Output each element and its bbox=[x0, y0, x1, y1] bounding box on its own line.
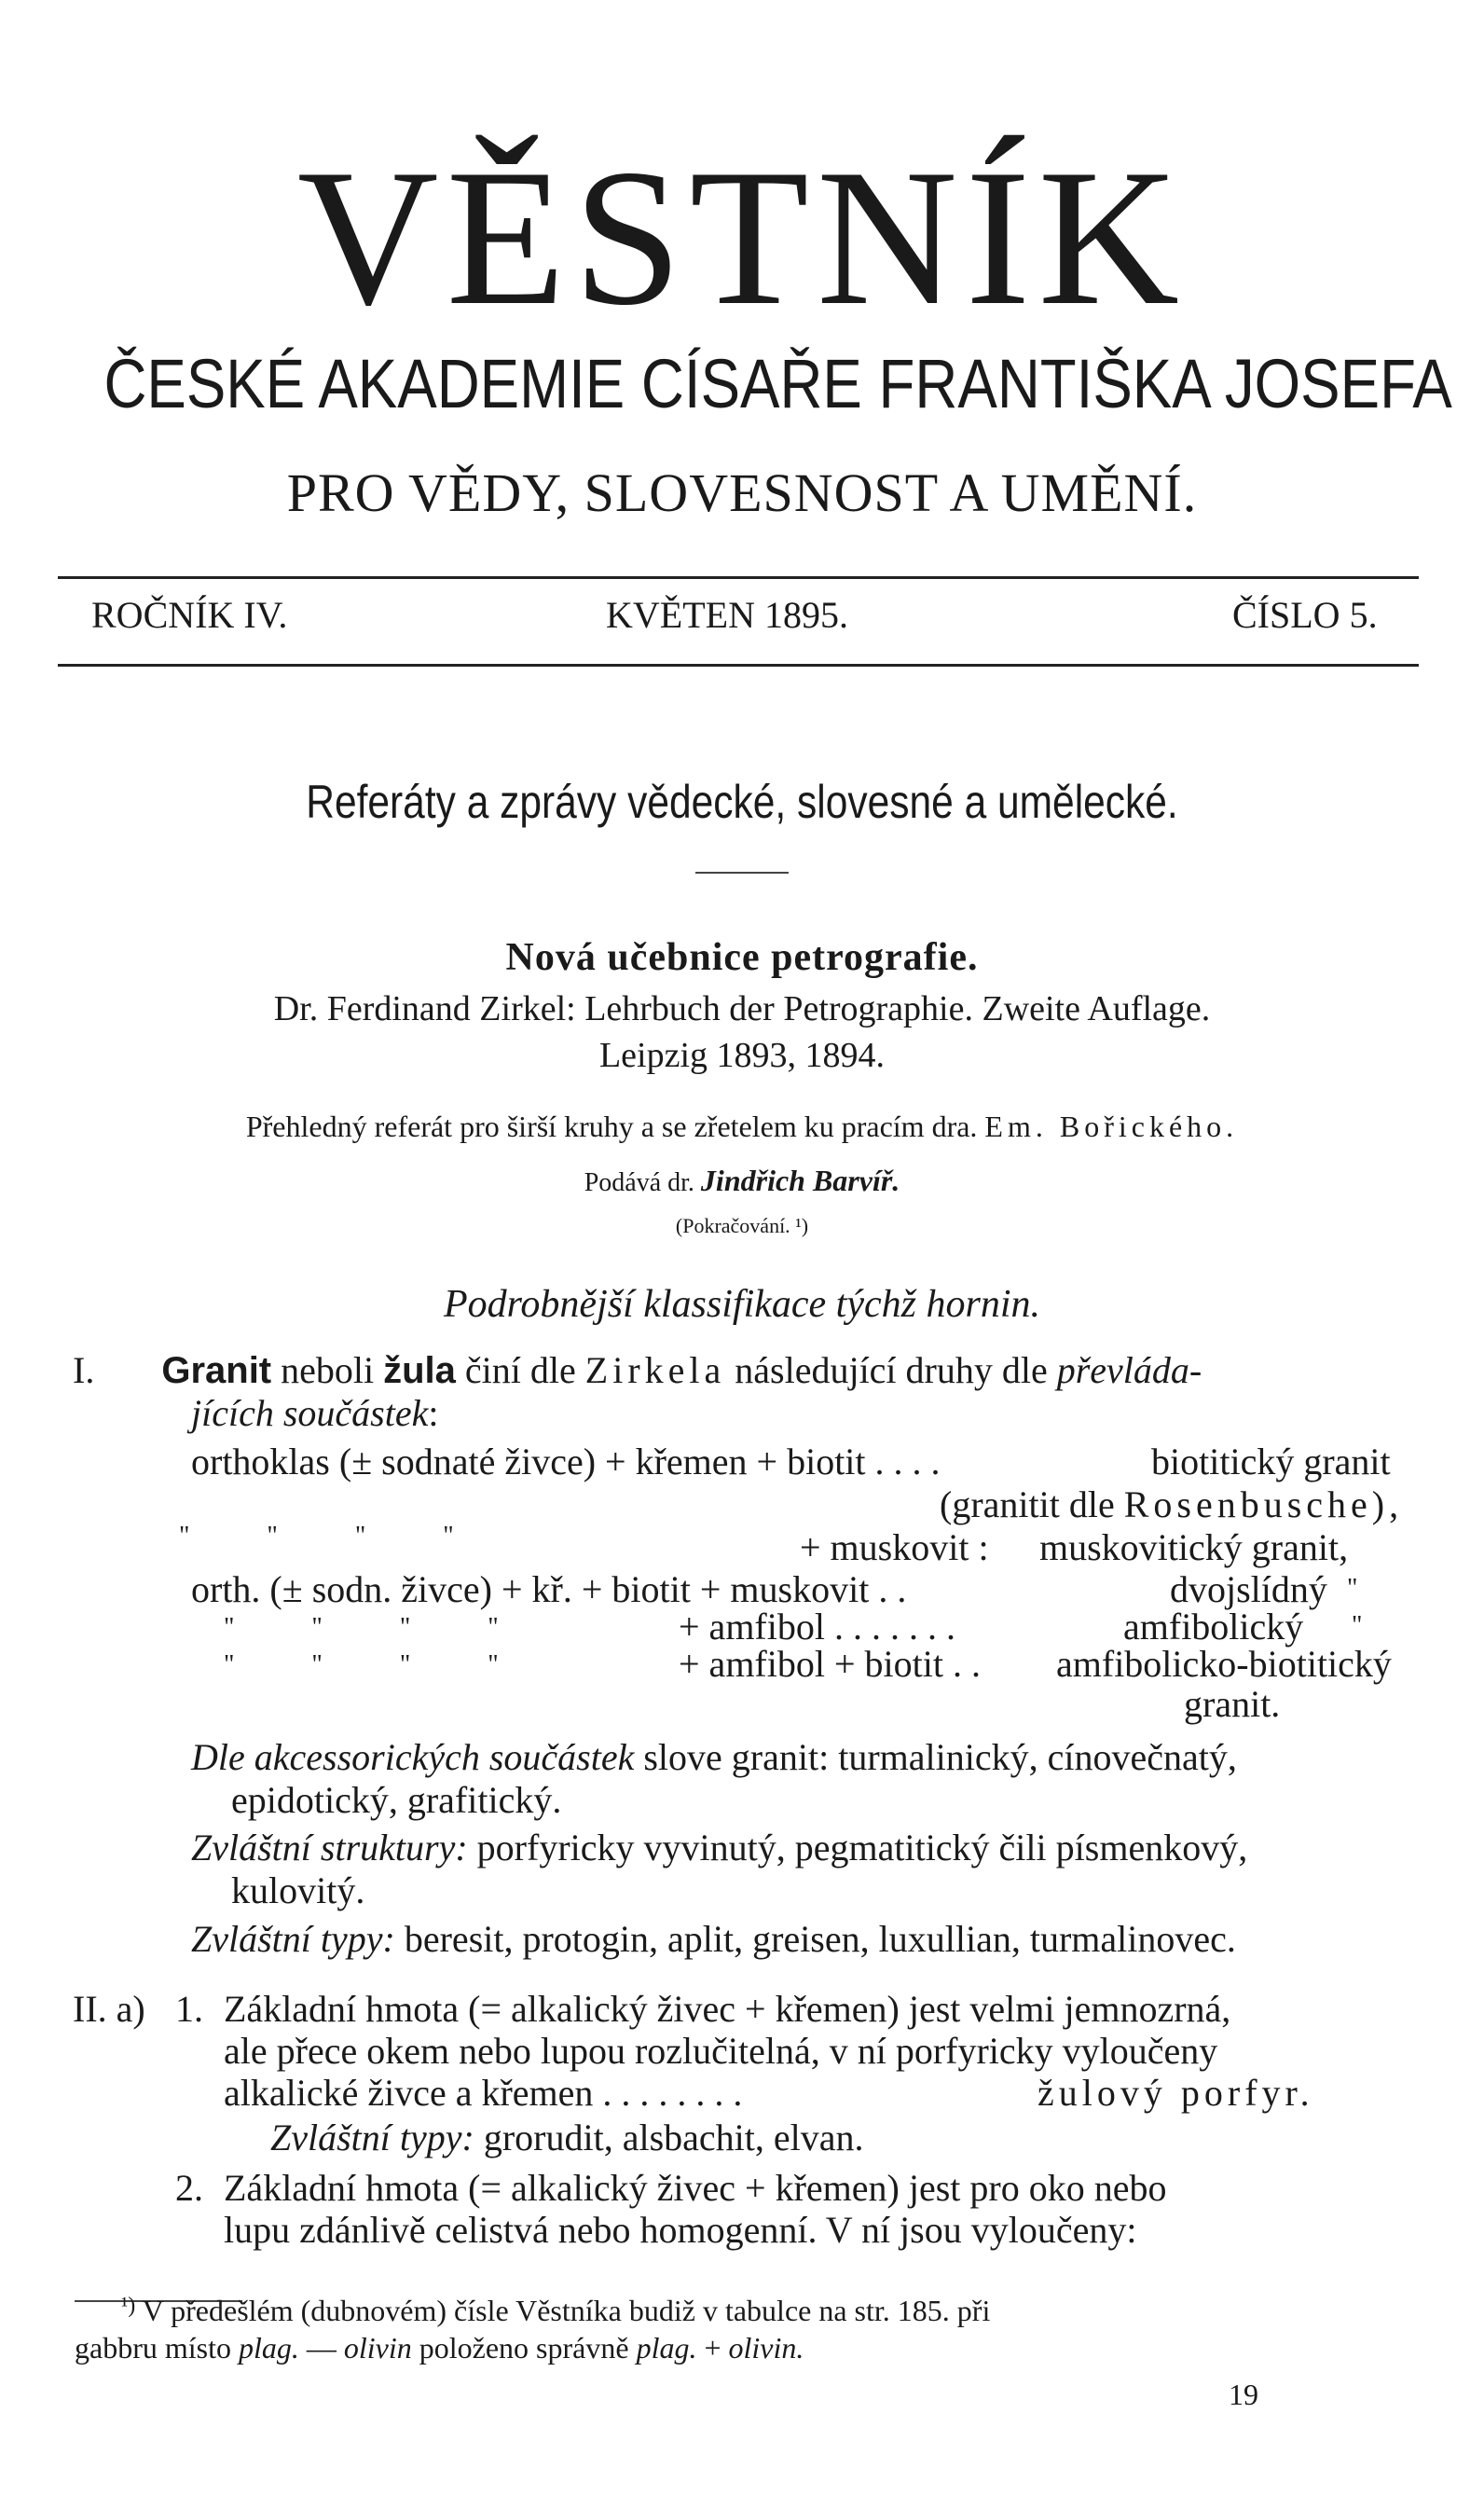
accessory-label: Dle akcessorických součástek bbox=[191, 1736, 635, 1778]
types-line bbox=[191, 1918, 1236, 1960]
porphyry-line-3: alkalické živce a křemen . . . . . . . . bbox=[224, 2072, 743, 2114]
page-number: 19 bbox=[1229, 2378, 1258, 2411]
section-label: II. a) bbox=[73, 1988, 145, 2030]
granite-line2 bbox=[191, 1392, 439, 1434]
ditto-marks: " " " " bbox=[224, 1613, 534, 1642]
item-number: 1. bbox=[175, 1988, 203, 2030]
granitit-text: (granitit dle bbox=[940, 1483, 1115, 1525]
footnote-line-1 bbox=[121, 2294, 990, 2328]
academy-name: ČESKÉ AKADEMIE CÍSAŘE FRANTIŠKA JOSEFA bbox=[103, 345, 1452, 422]
issue-date: KVĚTEN 1895. bbox=[606, 594, 848, 636]
granite-text: následující druhy dle bbox=[735, 1349, 1048, 1391]
granite-text: činí dle bbox=[464, 1349, 576, 1391]
ditto-mark: " bbox=[1347, 1574, 1358, 1603]
section-title: Referáty a zprávy vědecké, slovesné a umělecké. bbox=[306, 776, 1178, 828]
granite-row-4: orth. (± sodn. živce) + kř. + biotit + muskovit . . bbox=[191, 1568, 907, 1610]
classification-heading: Podrobnější klassifikace týchž hornin. bbox=[443, 1283, 1040, 1326]
granite-row-7: granit. bbox=[1184, 1683, 1281, 1725]
ditto-marks: " " " " bbox=[179, 1522, 489, 1551]
top-rule bbox=[58, 576, 1419, 579]
journal-title: VĚSTNÍK bbox=[296, 130, 1188, 346]
footnote-plus: + bbox=[704, 2331, 721, 2365]
accessory-text: slove granit: turmalinický, cínovečnatý, bbox=[643, 1736, 1237, 1778]
granite-type-muscovite: muskovitický granit, bbox=[1039, 1526, 1349, 1568]
granite-row-2 bbox=[940, 1483, 1404, 1525]
porphyry-types bbox=[270, 2119, 864, 2157]
granite-term: Granit bbox=[161, 1350, 272, 1391]
ditto-mark: " bbox=[1352, 1611, 1363, 1640]
granite-italic: převláda- bbox=[1056, 1349, 1202, 1391]
footnote-italic: plag. bbox=[636, 2331, 697, 2365]
footnote-mark: ¹) bbox=[121, 2294, 136, 2318]
footnote-italic: olivin bbox=[343, 2331, 412, 2365]
accessory-line-2: epidotický, grafitický. bbox=[231, 1779, 562, 1821]
granite-paragraph bbox=[73, 1349, 1202, 1391]
granite-type-biotitic: biotitický granit bbox=[1151, 1441, 1391, 1482]
zula-term: žula bbox=[383, 1350, 456, 1391]
bottom-rule bbox=[58, 664, 1419, 667]
section-divider bbox=[695, 872, 789, 874]
granite-row-1: orthoklas (± sodnaté živce) + křemen + biotit . . . . bbox=[191, 1441, 941, 1482]
granite-type-amphibole: amfibolický bbox=[1123, 1606, 1304, 1648]
footnote-text: gabbru místo bbox=[75, 2331, 231, 2365]
volume-label: ROČNÍK IV. bbox=[91, 594, 288, 636]
granite-type-amphibole-biotite: amfibolicko-biotitický bbox=[1056, 1643, 1392, 1685]
zirkel-name: Zirkela bbox=[584, 1349, 726, 1391]
porphyry-line-1: Základní hmota (= alkalický živec + křemen) jest velmi jemnozrná, bbox=[224, 1988, 1231, 2030]
summary-text: Přehledný referát pro širší kruhy a se zřetelem ku pracím dra. bbox=[245, 1110, 978, 1143]
types-label: Zvláštní typy: bbox=[191, 1918, 395, 1960]
porphyry-line-2: ale přece okem nebo lupou rozlučitelná, v ní porfyricky vyloučeny bbox=[224, 2030, 1218, 2072]
ditto-marks: " " " " bbox=[224, 1650, 534, 1679]
footnote-italic: plag. bbox=[238, 2331, 299, 2365]
footnote-dash: — bbox=[306, 2331, 337, 2365]
granite-type-two-mica: dvojslídný bbox=[1170, 1568, 1327, 1610]
porphyry-line-4: Základní hmota (= alkalický živec + křemen) jest pro oko nebo bbox=[224, 2167, 1167, 2209]
structure-line bbox=[191, 1829, 1247, 1867]
continued-text: (Pokračování. bbox=[675, 1214, 790, 1237]
journal-subtitle: PRO VĚDY, SLOVESNOST A UMĚNÍ. bbox=[286, 462, 1198, 523]
footnote-italic: olivin. bbox=[728, 2331, 804, 2365]
granite-row-3: + muskovit : bbox=[800, 1526, 989, 1568]
article-summary bbox=[0, 1110, 1484, 1144]
footnote-text: V předešlém (dubnovém) čísle Věstníka budiž v tabulce na str. 185. při bbox=[142, 2294, 991, 2327]
rosenbusch-name: Rosenbusche), bbox=[1123, 1483, 1404, 1525]
granite-colon: : bbox=[428, 1392, 439, 1434]
accessory-line bbox=[191, 1736, 1237, 1778]
structure-label: Zvláštní struktury: bbox=[191, 1827, 468, 1869]
types-label: Zvláštní typy: bbox=[270, 2117, 474, 2158]
continued-note bbox=[0, 1214, 1484, 1238]
footnote-text: položeno správně bbox=[419, 2331, 629, 2365]
porphyry-line-5: lupu zdánlivě celistvá nebo homogenní. V ní jsou vyloučeny: bbox=[224, 2209, 1137, 2251]
book-publication: Leipzig 1893, 1894. bbox=[598, 1036, 886, 1075]
structure-text: porfyricky vyvinutý, pegmatitický čili písmenkový, bbox=[476, 1827, 1248, 1869]
granite-num: I. bbox=[73, 1349, 95, 1391]
granite-text: neboli bbox=[281, 1349, 375, 1391]
granite-porphyry-term: žulový porfyr. bbox=[1037, 2072, 1314, 2114]
granite-row-5: + amfibol . . . . . . . bbox=[679, 1606, 955, 1648]
granite-row-6: + amfibol + biotit . . bbox=[679, 1643, 981, 1685]
footnote-line-2 bbox=[75, 2331, 804, 2365]
types-text: beresit, protogin, aplit, greisen, luxullian, turmalinovec. bbox=[404, 1918, 1236, 1960]
item-number: 2. bbox=[175, 2167, 203, 2209]
byline-prefix: Podává dr. bbox=[584, 1168, 694, 1197]
article-title: Nová učebnice petrografie. bbox=[505, 936, 979, 979]
types-text: grorudit, alsbachit, elvan. bbox=[483, 2117, 864, 2158]
issue-number: ČÍSLO 5. bbox=[1232, 594, 1378, 636]
article-byline bbox=[0, 1164, 1484, 1198]
granite-italic: jících součástek bbox=[191, 1392, 429, 1434]
author-name: Jindřich Barvíř. bbox=[700, 1164, 900, 1197]
structure-line-2: kulovitý. bbox=[231, 1869, 365, 1911]
book-reference: Dr. Ferdinand Zirkel: Lehrbuch der Petrographie. Zweite Auflage. bbox=[273, 989, 1211, 1028]
summary-name: Em. Bořického. bbox=[984, 1110, 1239, 1143]
continued-mark: ¹) bbox=[795, 1214, 809, 1237]
